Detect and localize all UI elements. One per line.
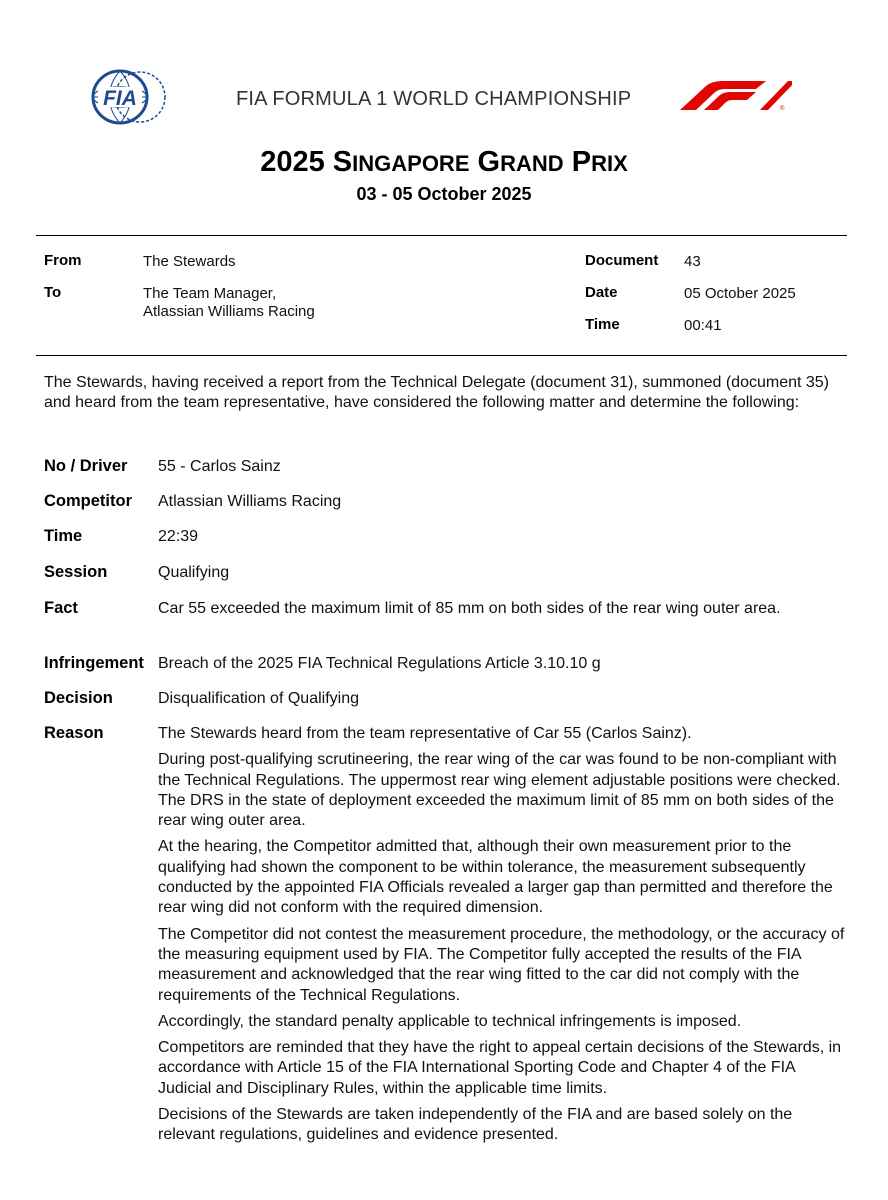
- infringement-value: Breach of the 2025 FIA Technical Regulations Article 3.10.10 g: [158, 655, 601, 672]
- reason-paragraph-5: Accordingly, the standard penalty applicable to technical infringements is imposed.: [158, 1012, 742, 1030]
- competitor-value: Atlassian Williams Racing: [158, 493, 342, 510]
- decision-label: Decision: [44, 689, 113, 707]
- event-dates: 03 - 05 October 2025: [356, 184, 532, 204]
- to-value-line1: The Team Manager,: [143, 285, 277, 302]
- event-title: 2025 SINGAPORE GRAND PRIX: [260, 146, 628, 178]
- reason-paragraph-3: At the hearing, the Competitor admitted that, although their own measurement prior to the qualifying had shown the component to be within tolerance, the measurement subsequently conducted by the appointed FIA Officials revealed a larger gap than permitted and therefore the rear wing did not conform with the required dimension.: [158, 838, 833, 917]
- session-label: Session: [44, 563, 108, 581]
- session-value: Qualifying: [158, 564, 230, 581]
- divider-bottom: [36, 355, 847, 356]
- reason-paragraph-7: Decisions of the Stewards are taken independently of the FIA and are based solely on the relevant regulations, guidelines and evidence presented.: [158, 1106, 793, 1144]
- date-value: 05 October 2025: [684, 285, 796, 302]
- decision-value: Disqualification of Qualifying: [158, 690, 359, 707]
- reason-paragraph-6: Competitors are reminded that they have the right to appeal certain decisions of the Stewards, in accordance with Article 15 of the FIA International Sporting Code and Chapter 4 of the FIA Judicial and Disciplinary Rules, within the applicable time limits.: [158, 1039, 842, 1097]
- driver-label: No / Driver: [44, 457, 128, 475]
- championship-title: FIA FORMULA 1 WORLD CHAMPIONSHIP: [236, 88, 632, 110]
- reason-label: Reason: [44, 724, 104, 742]
- reason-paragraph-1: The Stewards heard from the team representative of Car 55 (Carlos Sainz).: [158, 725, 692, 742]
- time-field-label: Time: [44, 527, 83, 545]
- fact-label: Fact: [44, 599, 78, 617]
- reason-paragraph-4: The Competitor did not contest the measurement procedure, the methodology, or the accuracy of the measuring equipment used by FIA. The Competitor fully accepted the results of the FIA measurement and acknowledged that the rear wing fitted to the car did not comply with the requirements of the Technical Regulations.: [158, 925, 845, 1004]
- from-value: The Stewards: [143, 253, 236, 270]
- infringement-label: Infringement: [44, 654, 144, 672]
- time-label: Time: [585, 316, 620, 333]
- divider-top: [36, 235, 847, 236]
- f1-logo-icon: [676, 80, 792, 112]
- date-label: Date: [585, 284, 618, 301]
- to-value-line2: Atlassian Williams Racing: [143, 303, 315, 320]
- reason-text: [158, 724, 848, 1152]
- competitor-label: Competitor: [44, 492, 132, 510]
- fia-logo-icon: [90, 68, 170, 126]
- from-label: From: [44, 252, 82, 269]
- fia-logo-text: FIA: [103, 87, 137, 110]
- to-value: [143, 285, 315, 321]
- time-value: 00:41: [684, 317, 722, 334]
- reason-paragraph-2: During post-qualifying scrutineering, the rear wing of the car was found to be non-compliant with the Technical Regulations. The uppermost rear wing element adjustable positions were checked. The DRS in the state of deployment exceeded the maximum limit of 85 mm on both sides of the rear wing outer area.: [158, 751, 841, 830]
- document-number: 43: [684, 253, 701, 270]
- document-label: Document: [585, 252, 659, 269]
- driver-value: 55 - Carlos Sainz: [158, 458, 281, 475]
- to-label: To: [44, 284, 62, 301]
- intro-paragraph: The Stewards, having received a report from the Technical Delegate (document 31), summoned (document 35) and heard from the team representative, have considered the following matter and determine the following:: [44, 374, 829, 411]
- fact-value: Car 55 exceeded the maximum limit of 85 mm on both sides of the rear wing outer area.: [158, 600, 781, 617]
- svg-text:®: ®: [780, 106, 785, 112]
- time-field-value: 22:39: [158, 528, 199, 545]
